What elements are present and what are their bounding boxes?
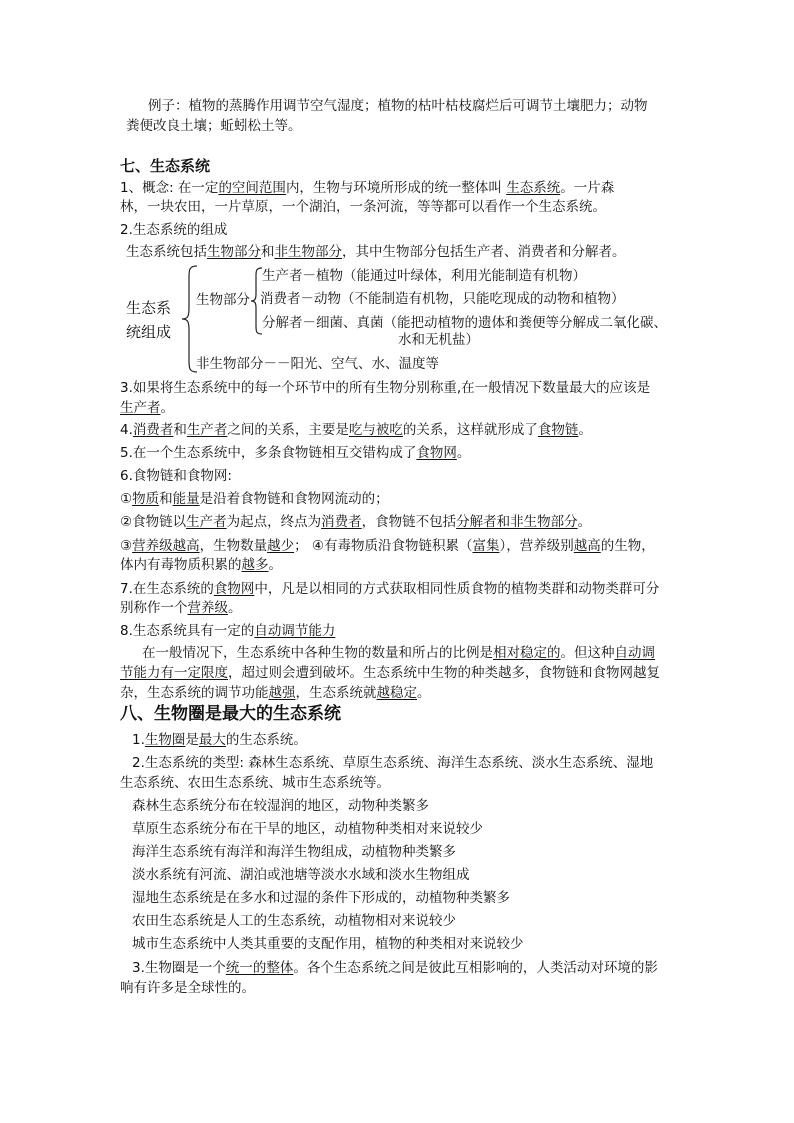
sec8-item-1: 1.生物圈是最大的生态系统。: [132, 732, 307, 748]
diagram-root-line-1: 生态系: [126, 299, 172, 317]
item-8-line-2: 节能力有一定限度，超过则会遭到破坏。生态系统中生物的种类越多，食物链和食物网越复: [120, 665, 660, 681]
diagram-producer: 生产者－植物（能通过叶绿体，利用光能制造有机物）: [262, 268, 586, 284]
item-3-line-1: 3.如果将生态系统中的每一个环节中的所有生物分别称重,在一般情况下数量最大的应该是: [120, 380, 651, 396]
section-8-title: 八、生物圈是最大的生态系统: [120, 704, 341, 724]
composition-line: 生态系统包括生物部分和非生物部分，其中生物部分包括生产者、消费者和分解者。: [126, 244, 626, 260]
item-4-line: 4.消费者和生产者之间的关系，主要是吃与被吃的关系，这样就形成了食物链。: [120, 422, 592, 438]
ecosystem-type-urban: 城市生态系统中人类其重要的支配作用，植物的种类相对来说较少: [132, 936, 524, 952]
ecosystem-type-freshwater: 淡水系统有河流、湖泊或池塘等淡水水域和淡水生物组成: [132, 867, 470, 883]
concept-line-1: 1、概念: 在一定的空间范围内，生物与环境所形成的统一整体叫 生态系统。一片森: [120, 180, 615, 196]
section-7-title: 七、生态系统: [120, 157, 211, 175]
item-8-line-1: 在一般情况下，生态系统中各种生物的数量和所占的比例是相对稳定的。但这种自动调: [142, 645, 655, 661]
diagram-decomposer-line-2: 水和无机盐）: [398, 332, 479, 348]
example-line-1: 例子：植物的蒸腾作用调节空气湿度；植物的枯叶枯枝腐烂后可调节土壤肥力；动物: [148, 98, 648, 114]
item-5-line: 5.在一个生态系统中，多条食物链相互交错构成了食物网。: [120, 445, 471, 461]
item-6-point-3-line-2: 体内有毒物质积累的越多。: [120, 557, 282, 573]
item-7-line-1: 7.在生态系统的食物网中，凡是以相同的方式获取相同性质食物的植物类群和动物类群可分: [120, 581, 660, 597]
sec8-item-3-line-1: 3.生物圈是一个统一的整体。各个生态系统之间是彼此互相影响的，人类活动对环境的影: [132, 960, 658, 976]
sec8-item-3-line-2: 响有许多是全球性的。: [120, 980, 255, 996]
ecosystem-type-ocean: 海洋生态系统有海洋和海洋生物组成，动植物种类繁多: [132, 844, 456, 860]
composition-title: 2.生态系统的组成: [120, 222, 228, 238]
item-8-line-3: 杂，生态系统的调节功能越强，生态系统就越稳定。: [120, 685, 431, 701]
ecosystem-type-grassland: 草原生态系统分布在干旱的地区，动植物种类相对来说较少: [132, 821, 483, 837]
diagram-nonbio-part: 非生物部分－－阳光、空气、水、温度等: [196, 356, 439, 372]
item-6-point-2: ②食物链以生产者为起点，终点为消费者，食物链不包括分解者和非生物部分。: [120, 514, 592, 530]
item-7-line-2: 别称作一个营养级。: [120, 600, 242, 616]
item-3-line-2: 生产者。: [120, 400, 174, 416]
item-6-title: 6.食物链和食物网:: [120, 468, 232, 484]
item-6-point-1: ①物质和能量是沿着食物链和食物网流动的；: [120, 491, 389, 507]
concept-line-2: 林，一块农田，一片草原，一个湖泊，一条河流，等等都可以看作一个生态系统。: [120, 199, 606, 215]
ecosystem-type-forest: 森林生态系统分布在较湿润的地区，动物种类繁多: [132, 798, 429, 814]
item-6-point-3-line-1: ③营养级越高，生物数量越少； ④有毒物质沿食物链积累（富集），营养级别越高的生物，: [120, 538, 655, 554]
item-8-title: 8.生态系统具有一定的自动调节能力: [120, 623, 336, 639]
sec8-item-2-line-1: 2.生态系统的类型: 森林生态系统、草原生态系统、海洋生态系统、淡水生态系统、湿地: [132, 755, 654, 771]
ecosystem-type-farmland: 农田生态系统是人工的生态系统，动植物相对来说较少: [132, 913, 456, 929]
diagram-bio-part: 生物部分: [196, 292, 250, 308]
diagram-decomposer-line-1: 分解者－细菌、真菌（能把动植物的遗体和粪便等分解成二氧化碳、: [262, 315, 667, 331]
sec8-item-2-line-2: 生态系统、农田生态系统、城市生态系统等。: [120, 775, 390, 791]
diagram-consumer: 消费者－动物（不能制造有机物，只能吃现成的动物和植物）: [260, 291, 625, 307]
diagram-root-line-2: 统组成: [126, 323, 172, 341]
example-line-2: 粪便改良土壤；蚯蚓松土等。: [126, 118, 302, 134]
ecosystem-type-wetland: 湿地生态系统是在多水和过湿的条件下形成的，动植物种类繁多: [132, 890, 510, 906]
